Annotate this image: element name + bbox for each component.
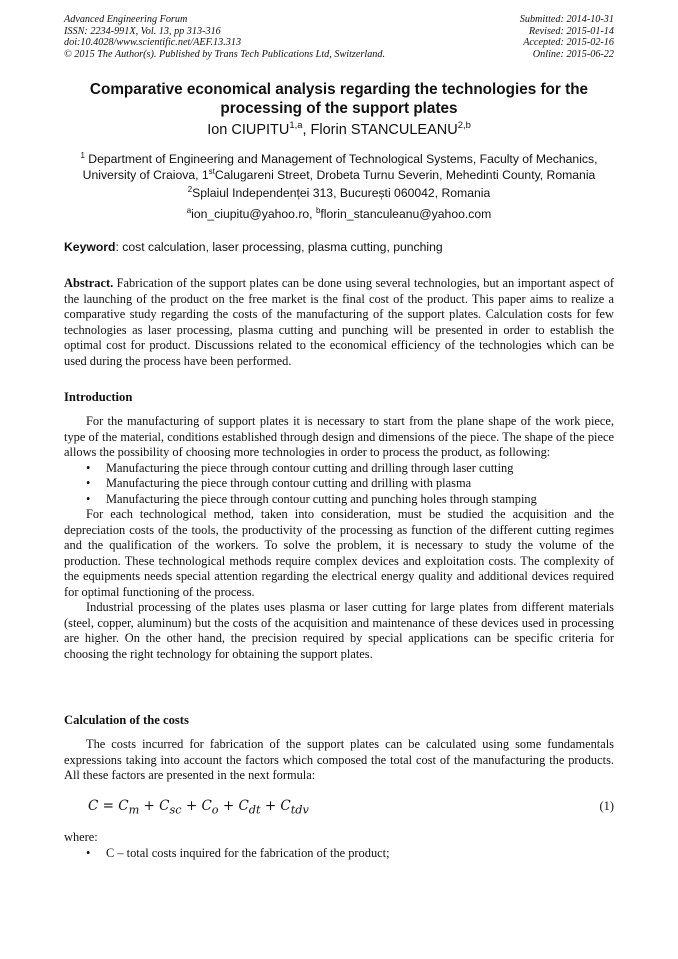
keywords	[64, 240, 443, 254]
where-label: where:	[64, 830, 98, 844]
list-item: • C – total costs inquired for the fabrication of the product;	[86, 845, 390, 860]
aff1-line2-sup: st	[208, 166, 215, 176]
email-b-sup: b	[315, 205, 321, 215]
intro-paragraph-3: Industrial processing of the plates uses plasma or laser cutting for large plates from different materials (steel, copper, aluminum) but the costs of the acquisition and maintenance of these devices used in processing are higher. On the other hand, the precision required by special applications can be specific criteria for choosing the right technology for obtaining the support plates.	[64, 600, 614, 661]
aff1-line1: Department of Engineering and Management of Technological Systems, Faculty of Mechanics,	[84, 152, 598, 166]
journal-header-left	[64, 14, 385, 60]
title-line-2: processing of the support plates	[220, 100, 458, 117]
author-emails	[64, 206, 614, 222]
journal-name: Advanced Engineering Forum	[64, 14, 188, 25]
copyright-line: © 2015 The Author(s). Published by Trans Tech Publications Ltd, Switzerland.	[64, 48, 386, 60]
aff1-sup: 1	[80, 150, 85, 160]
bullet-icon: •	[86, 491, 91, 506]
author-2-sup: 2,b	[457, 119, 471, 131]
abstract-text: Fabrication of the support plates can be done using several technologies, but an important aspect of the launching of the product on the free market is the final cost of the product. This paper aims to realize a comparative study regarding the costs of the manufacturing of the support plates. Calculation costs for few technologies as laser processing, plasma cutting and punching will be presented in order to establish the optimal cost for product. Discussions related to the economical efficiency of the technologies which can be used during the process have been performed.	[64, 276, 614, 368]
variable-list	[64, 846, 614, 862]
aff2-text: Splaiul Independenței 313, București 060042, Romania	[192, 186, 491, 200]
title-line-1: Comparative economical analysis regarding the technologies for the	[89, 81, 589, 98]
author-separator: ,	[302, 122, 311, 138]
author-list	[64, 119, 614, 138]
calc-where	[64, 830, 614, 861]
author-1-sup: 1,a	[289, 119, 303, 131]
list-item: • Manufacturing the piece through contour cutting and drilling with plasma	[86, 476, 472, 490]
keyword-text: : cost calculation, laser processing, plasma cutting, punching	[115, 240, 443, 254]
bullet-icon: •	[86, 845, 91, 860]
equation-number: (1)	[599, 799, 614, 813]
abstract	[64, 276, 614, 369]
bullet-icon: •	[86, 476, 91, 490]
technology-list	[64, 461, 614, 508]
email-a: ion_ciupitu@yahoo.ro,	[191, 207, 316, 221]
online-date: Online: 2015-06-22	[532, 48, 614, 60]
bullet-icon: •	[86, 460, 91, 475]
keyword-label: Keyword	[64, 240, 116, 254]
aff2-sup: 2	[187, 184, 193, 194]
author-1: Ion CIUPITU	[207, 122, 290, 138]
calc-paragraph-1: The costs incurred for fabrication of the support plates can be calculated using some fundamentals expressions taking into account the factors which composed the total cost of the manufacturing the products. All these factors are presented in the next formula:	[64, 737, 614, 782]
list-item: • Manufacturing the piece through contour cutting and punching holes through stamping	[86, 491, 537, 506]
cost-equation: $C = C_m + C_{sc} + C_o + C_{dt} + C_{tdv}$	[88, 798, 309, 817]
submitted-date: Submitted: 2014-10-31	[519, 14, 614, 25]
intro-paragraph-1: For the manufacturing of support plates it is necessary to start from the plane shape of the work piece, type of the material, conditions established through design and dimensions of the piece. The shape of the piece allows the possibility of choosing more technologies in order to process the product, as following:	[64, 414, 614, 459]
intro-heading: Introduction	[64, 390, 133, 404]
accepted-date: Accepted: 2015-02-16	[523, 37, 614, 49]
abstract-label: Abstract.	[64, 276, 114, 290]
aff1-line2a: University of Craiova, 1	[82, 168, 209, 182]
journal-header-right	[520, 14, 614, 60]
intro-section	[64, 414, 614, 662]
revised-date: Revised: 2015-01-14	[528, 25, 614, 37]
affiliation-2	[64, 185, 614, 201]
affiliation-1	[64, 151, 614, 183]
calc-heading: Calculation of the costs	[64, 713, 189, 727]
aff1-line2b: Calugareni Street, Drobeta Turnu Severin, Mehedinti County, Romania	[214, 168, 596, 182]
email-b: florin_stanculeanu@yahoo.com	[320, 207, 492, 221]
doi-line: doi:10.4028/www.scientific.net/AEF.13.313	[64, 37, 242, 49]
email-a-sup: a	[186, 205, 192, 215]
issn-line: ISSN: 2234-991X, Vol. 13, pp 313-316	[64, 25, 221, 37]
paper-title	[64, 80, 614, 118]
author-2: Florin STANCULEANU	[310, 122, 458, 138]
list-item: • Manufacturing the piece through contour cutting and drilling through laser cutting	[86, 460, 514, 475]
intro-paragraph-2: For each technological method, taken into consideration, must be studied the acquisition and the depreciation costs of the tools, the productivity of the processing as function of the different cutting regimes and the qualification of the workers. To solve the problem, it is necessary to study the volume of the production. These technological methods require complex devices and exploitation costs. The complexity of the equipments needs special attention regarding the electrical energy quality and additional devices required for optimal functioning of the process.	[64, 507, 614, 599]
